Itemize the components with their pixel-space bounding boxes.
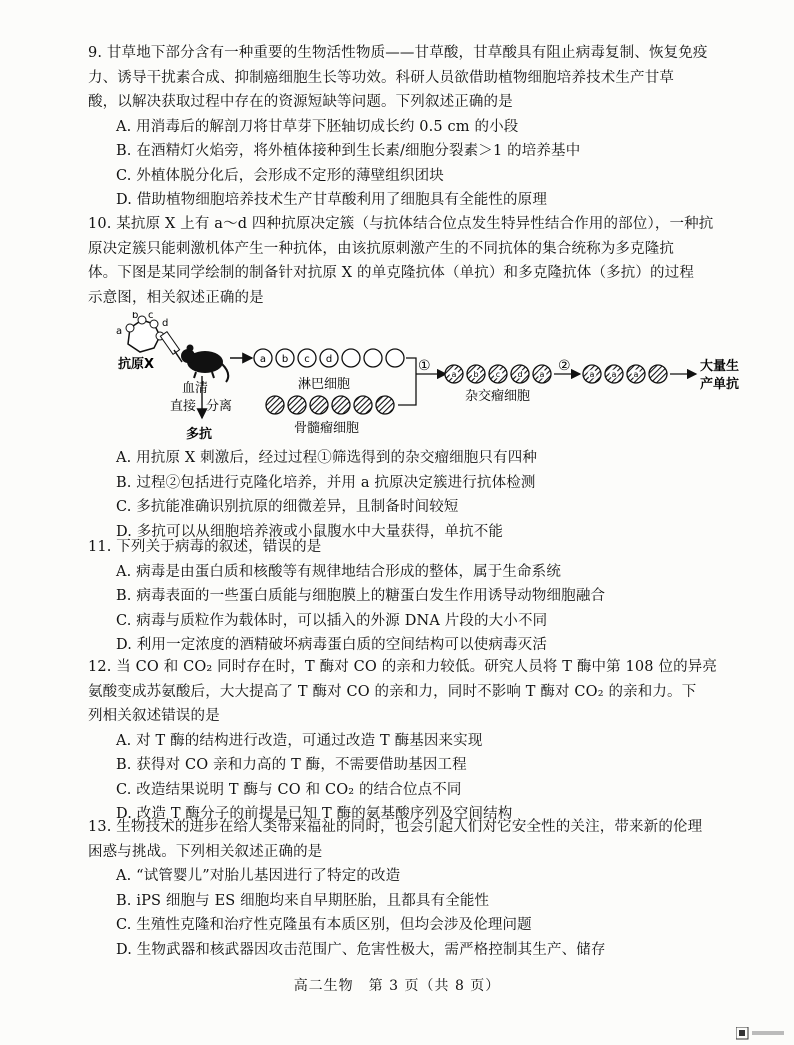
option-d: D. 借助植物细胞培养技术生产甘草酸利用了细胞具有全能性的原理 — [116, 192, 547, 208]
question-stem-line: 11. 下列关于病毒的叙述，错误的是 — [88, 539, 322, 555]
question-11 — [88, 535, 760, 658]
step-1-label: ① — [418, 358, 431, 374]
question-12 — [88, 655, 760, 827]
lymphocyte-label: 淋巴细胞 — [298, 377, 351, 392]
question-stem-line: 9. 甘草地下部分含有一种重要的生物活性物质——甘草酸，甘草酸具有阻止病毒复制、恢复免疫 — [88, 45, 708, 61]
cell-letter: a — [611, 370, 617, 379]
option-b: B. 过程②包括进行克隆化培养，并用 a 抗原决定簇进行抗体检测 — [116, 474, 536, 491]
option-d: D. 生物武器和核武器因攻击范围广、危害性极大，需严格控制其生产、储存 — [116, 941, 606, 958]
antibody-process-diagram — [110, 312, 760, 444]
page-footer: 高二生物 第 3 页（共 8 页） — [293, 978, 501, 994]
cell-letter: c — [304, 354, 310, 365]
question-stem-line: 氨酸变成苏氨酸后，大大提高了 T 酶对 CO 的亲和力，同时不影响 T 酶对 CO₂ 的亲和力。下 — [88, 683, 697, 700]
lymphocyte-row — [254, 349, 404, 367]
cell-letter: a — [539, 370, 545, 379]
question-stem-line: 力、诱导干扰素合成、抑制癌细胞生长等功效。科研人员欲借助植物细胞培养技术生产甘草 — [88, 69, 674, 86]
question-stem-line: 原决定簇只能刺激机体产生一种抗体，由该抗原刺激产生的不同抗体的集合统称为多克隆抗 — [88, 240, 674, 257]
question-stem-line: 13. 生物技术的进步在给人类带来福祉的同时，也会引起人们对它安全性的关注，带来新的伦理 — [88, 819, 703, 835]
option-a: A. 病毒是由蛋白质和核酸等有规律地结合形成的整体，属于生命系统 — [116, 563, 561, 580]
option-c: C. 病毒与质粒作为载体时，可以插入的外源 DNA 片段的大小不同 — [116, 612, 548, 629]
question-stem-line: 示意图，相关叙述正确的是 — [88, 289, 264, 306]
option-a: A. “试管婴儿”对胎儿基因进行了特定的改造 — [116, 868, 401, 884]
cell-letter: a — [633, 370, 639, 379]
mouse-icon — [181, 345, 228, 383]
cell-letter: a — [451, 370, 457, 379]
antigen-site-label: c — [148, 312, 154, 321]
option-d: D. 利用一定浓度的酒精破坏病毒蛋白质的空间结构可以使病毒灭活 — [116, 637, 547, 653]
direct-label: 直接 — [170, 399, 197, 414]
cell-letter: b — [473, 370, 479, 379]
question-stem-line: 12. 当 CO 和 CO₂ 同时存在时，T 酶对 CO 的亲和力较低。研究人员将 T 酶中第 108 位的异亮 — [88, 659, 718, 675]
question-10-options — [88, 446, 760, 544]
option-c: C. 外植体脱分化后，会形成不定形的薄壁组织团块 — [116, 167, 444, 184]
cell-letter: d — [517, 370, 523, 379]
polyclonal-antibody-label: 多抗 — [186, 427, 213, 442]
question-10 — [88, 212, 760, 310]
option-d: D. 改造 T 酶分子的前提是已知 T 酶的氨基酸序列及空间结构 — [116, 806, 513, 822]
serum-label: 血清 — [182, 381, 209, 396]
option-c: C. 改造结果说明 T 酶与 CO 和 CO₂ 的结合位点不同 — [116, 781, 462, 798]
option-a: A. 用抗原 X 刺激后，经过过程①筛选得到的杂交瘤细胞只有四种 — [116, 450, 538, 466]
monoclonal-antibody-label: 产单抗 — [700, 377, 740, 392]
option-b: B. iPS 细胞与 ES 细胞均来自早期胚胎，且都具有全能性 — [116, 892, 490, 909]
question-9 — [88, 41, 760, 213]
option-c: C. 多抗能准确识别抗原的细微差异，且制备时间较短 — [116, 499, 459, 515]
question-stem-line: 体。下图是某同学绘制的制备针对抗原 X 的单克隆抗体（单抗）和多克隆抗体（多抗）的过程 — [88, 265, 694, 281]
option-a: A. 对 T 酶的结构进行改造，可通过改造 T 酶基因来实现 — [116, 732, 483, 749]
question-13 — [88, 815, 760, 962]
mass-production-label: 大量生 — [700, 359, 740, 374]
antigen-label: 抗原X — [118, 357, 155, 372]
question-stem-line: 酸，以解决获取过程中存在的资源短缺等问题。下列叙述正确的是 — [88, 94, 513, 110]
cell-letter: a — [259, 354, 267, 365]
syringe-icon — [160, 332, 182, 362]
qr-code-icon — [736, 1026, 786, 1040]
option-c: C. 生殖性克隆和治疗性克隆虽有本质区别，但均会涉及伦理问题 — [116, 917, 532, 933]
separate-label: 分离 — [206, 399, 233, 414]
myeloma-row — [266, 396, 394, 414]
question-stem-line: 10. 某抗原 X 上有 a～d 四种抗原决定簇（与抗体结合位点发生特异性结合作用的部位），一种抗 — [88, 216, 714, 232]
option-b: B. 在酒精灯火焰旁，将外植体接种到生长素/细胞分裂素＞1 的培养基中 — [116, 143, 581, 159]
question-stem-line: 困惑与挑战。下列相关叙述正确的是 — [88, 843, 323, 860]
cell-letter: b — [281, 354, 289, 365]
antigen-site-label: a — [116, 326, 123, 337]
cell-letter: a — [589, 370, 595, 379]
option-b: B. 病毒表面的一些蛋白质能与细胞膜上的糖蛋白发生作用诱导动物细胞融合 — [116, 588, 606, 604]
cell-letter: c — [495, 370, 501, 379]
hybridoma-row — [445, 365, 551, 383]
selected-hybridoma-row — [583, 365, 667, 383]
antigen-site-label: b — [132, 312, 139, 321]
option-a: A. 用消毒后的解剖刀将甘草芽下胚轴切成长约 0.5 cm 的小段 — [116, 118, 519, 135]
step-2-label: ② — [558, 358, 571, 374]
question-stem-line: 列相关叙述错误的是 — [88, 708, 220, 724]
myeloma-label: 骨髓瘤细胞 — [294, 421, 360, 436]
antigen-x — [116, 312, 168, 352]
cell-letter: d — [325, 354, 333, 365]
option-b: B. 获得对 CO 亲和力高的 T 酶，不需要借助基因工程 — [116, 757, 467, 773]
antigen-site-label: d — [162, 318, 169, 329]
option-d: D. 多抗可以从细胞培养液或小鼠腹水中大量获得，单抗不能 — [116, 523, 504, 540]
hybridoma-label: 杂交瘤细胞 — [465, 389, 531, 404]
